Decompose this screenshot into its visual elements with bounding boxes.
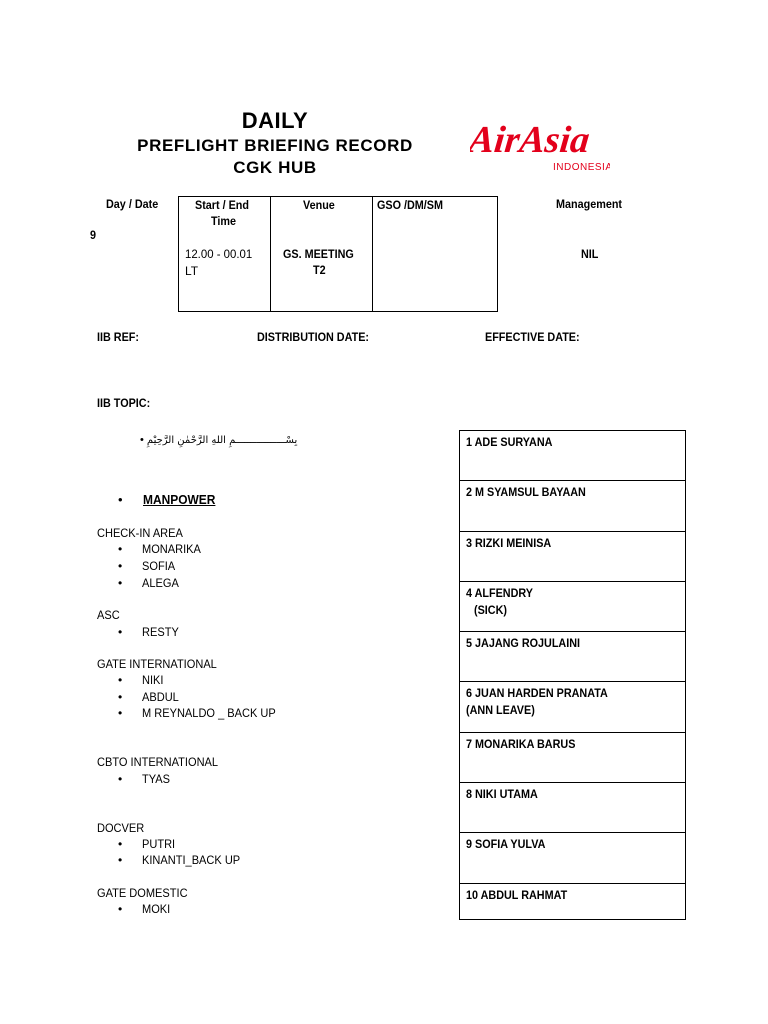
- list-item: RESTY: [142, 625, 179, 639]
- crew-attendance-table: [459, 430, 686, 920]
- bullet: •: [118, 576, 123, 590]
- document-title: DAILY: [241, 108, 309, 133]
- bullet: •: [140, 434, 144, 446]
- list-item: MOKI: [142, 902, 171, 916]
- distribution-date-label: DISTRIBUTION DATE:: [257, 330, 369, 344]
- table-row: [460, 532, 685, 582]
- bullet: •: [118, 559, 123, 573]
- start-end-label: Start / End: [195, 198, 250, 212]
- list-item: MONARIKA: [142, 542, 201, 556]
- crew-name: 9 SOFIA YULVA: [466, 837, 546, 852]
- manpower-heading: MANPOWER: [143, 492, 216, 507]
- section-title: GATE DOMESTIC: [97, 886, 188, 900]
- venue-terminal: T2: [313, 263, 326, 277]
- crew-name: 4 ALFENDRY: [466, 585, 534, 600]
- crew-name: 2 M SYAMSUL BAYAAN: [466, 485, 586, 500]
- table-row: [460, 733, 685, 783]
- bullet: •: [118, 690, 123, 704]
- effective-date-label: EFFECTIVE DATE:: [485, 330, 580, 344]
- section-title: GATE INTERNATIONAL: [97, 657, 217, 671]
- gso-label: GSO /DM/SM: [377, 198, 444, 212]
- section-title: ASC: [97, 608, 120, 622]
- briefing-info-table: [178, 196, 498, 312]
- time-value: 12.00 - 00.01: [185, 247, 253, 261]
- day-date-value: 9: [90, 228, 97, 242]
- bullet: •: [118, 772, 123, 786]
- basmala-text: بِسْـــــــــــــــــمِ اللهِ الرَّحْمٰنِ الرَّحِيْمِ: [146, 435, 298, 446]
- table-row: [460, 884, 685, 919]
- svg-text:AirAsia: AirAsia: [470, 119, 592, 161]
- list-item: ALEGA: [142, 576, 179, 590]
- venue-value: GS. MEETING: [283, 247, 354, 261]
- crew-name: 8 NIKI UTAMA: [466, 787, 538, 802]
- list-item: TYAS: [142, 772, 171, 786]
- bullet: •: [118, 902, 123, 916]
- list-item: SOFIA: [142, 559, 176, 573]
- management-label: Management: [556, 197, 623, 211]
- table-divider: [270, 197, 271, 311]
- iib-ref-label: IIB REF:: [97, 330, 140, 344]
- list-item: PUTRI: [142, 837, 176, 851]
- table-row: [460, 632, 685, 682]
- crew-name: 5 JAJANG ROJULAINI: [466, 636, 581, 651]
- time-unit: LT: [185, 264, 199, 278]
- table-row: [460, 431, 685, 481]
- table-row: [460, 481, 685, 531]
- crew-note: (ANN LEAVE): [466, 703, 535, 718]
- hub-name: CGK HUB: [233, 158, 317, 177]
- airasia-logo: [470, 112, 610, 174]
- table-row: [460, 682, 685, 732]
- list-item: KINANTI_BACK UP: [142, 853, 241, 867]
- section-title: CBTO INTERNATIONAL: [97, 755, 219, 769]
- crew-name: 10 ABDUL RAHMAT: [466, 887, 568, 902]
- crew-name: 6 JUAN HARDEN PRANATA: [466, 686, 608, 701]
- document-subtitle: PREFLIGHT BRIEFING RECORD: [137, 136, 413, 155]
- crew-name: 1 ADE SURYANA: [466, 435, 553, 449]
- list-item: NIKI: [142, 673, 164, 687]
- bullet: •: [118, 853, 123, 867]
- table-row: [460, 783, 685, 833]
- time-label: Time: [211, 214, 237, 228]
- bullet: •: [118, 492, 123, 507]
- crew-name: 7 MONARIKA BARUS: [466, 736, 576, 751]
- section-title: CHECK-IN AREA: [97, 526, 183, 540]
- bullet: •: [118, 625, 123, 639]
- day-date-label: Day / Date: [106, 197, 159, 211]
- bullet: •: [118, 673, 123, 687]
- table-row: [460, 582, 685, 632]
- crew-note: (SICK): [474, 602, 508, 617]
- table-row: [460, 833, 685, 883]
- crew-name: 3 RIZKI MEINISA: [466, 535, 552, 550]
- svg-text:INDONESIA: INDONESIA: [553, 162, 610, 173]
- list-item: M REYNALDO _ BACK UP: [142, 706, 276, 720]
- bullet: •: [118, 542, 123, 556]
- management-value: NIL: [581, 247, 599, 261]
- list-item: ABDUL: [142, 690, 179, 704]
- bullet: •: [118, 706, 123, 720]
- venue-label: Venue: [303, 198, 335, 212]
- iib-topic-label: IIB TOPIC:: [97, 396, 151, 410]
- bullet: •: [118, 837, 123, 851]
- section-title: DOCVER: [97, 821, 145, 835]
- table-divider: [372, 197, 373, 311]
- basmala-line: [140, 434, 297, 446]
